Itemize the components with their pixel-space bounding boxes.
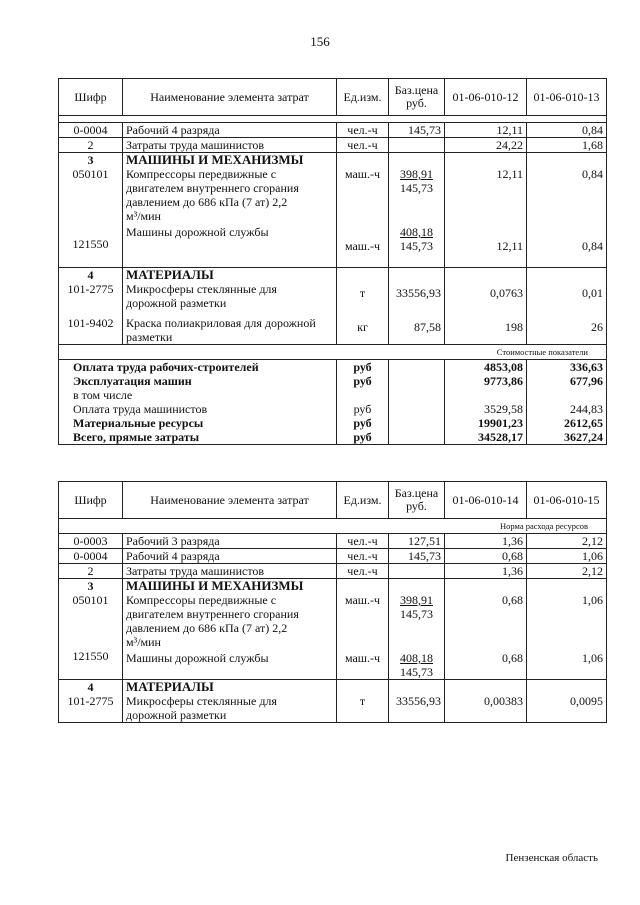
row-unit: маш.-ч: [344, 167, 381, 181]
section-prices: [389, 268, 445, 345]
total-unit: руб: [353, 360, 372, 374]
total-label: Оплата труда рабочих-строителей: [73, 360, 259, 374]
row-code: 121550: [72, 649, 109, 663]
total-value-b: 336,63: [570, 360, 603, 374]
row-value-b: 0,01: [582, 286, 603, 300]
row-unit: чел.-ч: [337, 123, 389, 138]
row-name: дорожной разметки: [126, 296, 227, 310]
row-value-b: 1,06: [582, 651, 603, 665]
section-codes: [59, 153, 123, 268]
header-col-b: 01-06-010-15: [527, 482, 607, 519]
header-col-b: 01-06-010-13: [527, 79, 607, 116]
row-name: Рабочий 3 разряда: [123, 534, 337, 549]
row-value-b: 0,84: [527, 123, 607, 138]
section-title: МАШИНЫ И МЕХАНИЗМЫ: [126, 152, 304, 167]
row-value-a: 1,36: [445, 534, 527, 549]
section-block: [59, 579, 607, 680]
row-price: 87,58: [414, 320, 441, 334]
row-price: 145,73: [400, 181, 433, 195]
row-value-b: 0,0095: [570, 694, 603, 708]
total-value-a: 3529,58: [484, 402, 523, 416]
section-values-b: [527, 680, 607, 723]
total-label: в том числе: [73, 388, 133, 402]
total-value-b: 244,83: [570, 402, 603, 416]
row-price: 33556,93: [396, 286, 441, 300]
row-value-a: 198: [505, 320, 523, 334]
totals-price-empty: [389, 360, 445, 445]
section-values-a: [445, 680, 527, 723]
row-code: 0-0004: [59, 549, 123, 564]
table-row: [59, 123, 607, 138]
row-price: 145,73: [400, 665, 433, 679]
total-value-a: 19901,23: [478, 416, 523, 430]
total-unit: руб: [353, 374, 372, 388]
header-price: Баз.цена руб.: [389, 482, 445, 519]
totals-block: [59, 360, 607, 445]
row-value-a: 12,11: [496, 167, 523, 181]
row-value-b: 2,12: [527, 564, 607, 579]
row-price: 145,73: [389, 123, 445, 138]
table-header-row: [59, 79, 607, 116]
section-number: 4: [87, 680, 94, 694]
section-codes: [59, 579, 123, 680]
row-value-a: 24,22: [445, 138, 527, 153]
row-value-a: 0,68: [502, 651, 523, 665]
row-value-b: 1,06: [527, 549, 607, 564]
row-unit: чел.-ч: [337, 549, 389, 564]
totals-units: [337, 360, 389, 445]
row-unit: кг: [357, 320, 368, 334]
table-row: [59, 564, 607, 579]
row-name: двигателем внутреннего сгорания: [126, 181, 299, 195]
section-number: 4: [87, 268, 94, 282]
totals-labels: [59, 360, 337, 445]
row-price: 398,91: [400, 593, 433, 607]
section-title: МАТЕРИАЛЫ: [126, 267, 214, 282]
row-value-a: 0,68: [445, 549, 527, 564]
section-block: [59, 680, 607, 723]
row-unit: чел.-ч: [337, 534, 389, 549]
row-name: Компрессоры передвижные с: [126, 167, 277, 181]
row-code: 050101: [72, 167, 109, 181]
row-value-a: 0,0763: [490, 286, 523, 300]
row-name: Краска полиакриловая для дорожной: [126, 316, 316, 330]
section-block: [59, 153, 607, 268]
section-title: МАШИНЫ И МЕХАНИЗМЫ: [126, 578, 304, 593]
row-name: давлением до 686 кПа (7 ат) 2,2: [126, 621, 288, 635]
section-prices: [389, 153, 445, 268]
resource-table-2: [58, 481, 607, 723]
section-prices: [389, 680, 445, 723]
section-names: [123, 579, 337, 680]
row-unit: маш.-ч: [344, 239, 381, 253]
row-price: 127,51: [389, 534, 445, 549]
row-code: 101-2775: [67, 282, 114, 296]
section-values-a: [445, 153, 527, 268]
page-number: 156: [310, 34, 330, 49]
section-codes: [59, 268, 123, 345]
row-code: 101-2775: [67, 694, 114, 708]
row-price: 145,73: [400, 607, 433, 621]
row-value-b: 1,68: [527, 138, 607, 153]
total-value-a: 9773,86: [484, 374, 523, 388]
row-price: 145,73: [400, 239, 433, 253]
row-name: дорожной разметки: [126, 708, 227, 722]
section-values-a: [445, 579, 527, 680]
row-unit: маш.-ч: [344, 651, 381, 665]
row-name: Машины дорожной службы: [126, 651, 269, 665]
row-value-a: 12,11: [445, 123, 527, 138]
header-code: Шифр: [59, 482, 123, 519]
row-name: Компрессоры передвижные с: [126, 593, 277, 607]
row-name: Рабочий 4 разряда: [123, 549, 337, 564]
section-title: МАТЕРИАЛЫ: [126, 679, 214, 694]
section-values-a: [445, 268, 527, 345]
section-codes: [59, 680, 123, 723]
section-units: [337, 268, 389, 345]
row-code: 101-9402: [67, 316, 114, 330]
totals-values-a: [445, 360, 527, 445]
header-name: Наименование элемента затрат: [123, 482, 337, 519]
table-header-row: [59, 482, 607, 519]
row-code: 0-0004: [59, 123, 123, 138]
row-value-a: 12,11: [496, 239, 523, 253]
resource-table-1: [58, 78, 607, 445]
section-names: [123, 268, 337, 345]
row-value-a: 0,00383: [484, 694, 523, 708]
norm-caption: Норма расхода ресурсов: [445, 519, 607, 534]
total-unit: руб: [353, 416, 372, 430]
row-name: м³/мин: [126, 635, 161, 649]
row-value-b: 0,84: [582, 239, 603, 253]
row-unit: т: [359, 286, 366, 300]
section-prices: [389, 579, 445, 680]
row-name: Затраты труда машинистов: [123, 138, 337, 153]
section-names: [123, 680, 337, 723]
row-code: 050101: [72, 593, 109, 607]
norm-caption-row: [59, 519, 607, 534]
header-code: Шифр: [59, 79, 123, 116]
footer-region: Пензенская область: [505, 852, 598, 864]
section-names: [123, 153, 337, 268]
row-value-a: 0,68: [502, 593, 523, 607]
section-block: [59, 268, 607, 345]
row-unit: маш.-ч: [344, 593, 381, 607]
row-value-b: 1,06: [582, 593, 603, 607]
header-col-a: 01-06-010-12: [445, 79, 527, 116]
row-unit: т: [359, 694, 366, 708]
row-price: 145,73: [389, 549, 445, 564]
header-name: Наименование элемента затрат: [123, 79, 337, 116]
total-label: Оплата труда машинистов: [73, 402, 208, 416]
row-code: 2: [59, 138, 123, 153]
row-price: 408,18: [400, 651, 433, 665]
section-units: [337, 579, 389, 680]
row-name: Машины дорожной службы: [126, 225, 269, 239]
header-col-a: 01-06-010-14: [445, 482, 527, 519]
row-name: Микросферы стеклянные для: [126, 282, 277, 296]
row-name: двигателем внутреннего сгорания: [126, 607, 299, 621]
total-value-a: 34528,17: [478, 430, 523, 444]
section-values-b: [527, 268, 607, 345]
total-unit: руб: [353, 402, 372, 416]
row-code: 121550: [72, 237, 109, 251]
total-value-a: 4853,08: [484, 360, 523, 374]
section-values-b: [527, 153, 607, 268]
section-number: 3: [87, 153, 94, 167]
table-row: [59, 549, 607, 564]
cost-caption: Стоимостные показатели: [445, 345, 607, 360]
total-label: Всего, прямые затраты: [73, 430, 200, 444]
total-unit: руб: [353, 430, 372, 444]
total-value-b: 677,96: [570, 374, 603, 388]
total-label: Эксплуатация машин: [73, 374, 192, 388]
total-label: Материальные ресурсы: [73, 416, 204, 430]
row-name: м³/мин: [126, 209, 161, 223]
totals-values-b: [527, 360, 607, 445]
row-name: давлением до 686 кПа (7 ат) 2,2: [126, 195, 288, 209]
row-unit: чел.-ч: [337, 564, 389, 579]
section-values-b: [527, 579, 607, 680]
row-unit: чел.-ч: [337, 138, 389, 153]
row-value-b: 2,12: [527, 534, 607, 549]
row-code: 0-0003: [59, 534, 123, 549]
header-unit: Ед.изм.: [337, 79, 389, 116]
total-value-b: 3627,24: [564, 430, 603, 444]
row-name: Рабочий 4 разряда: [123, 123, 337, 138]
table-row: [59, 138, 607, 153]
table-row: [59, 534, 607, 549]
section-number: 3: [87, 579, 94, 593]
row-value-b: 26: [591, 320, 603, 334]
row-name: Микросферы стеклянные для: [126, 694, 277, 708]
row-price: [389, 138, 445, 153]
row-price: 33556,93: [396, 694, 441, 708]
row-price: 408,18: [400, 225, 433, 239]
header-unit: Ед.изм.: [337, 482, 389, 519]
cost-caption-row: [59, 345, 607, 360]
row-value-a: 1,36: [445, 564, 527, 579]
row-value-b: 0,84: [582, 167, 603, 181]
total-value-b: 2612,65: [564, 416, 603, 430]
row-code: 2: [59, 564, 123, 579]
section-units: [337, 153, 389, 268]
row-price: [389, 564, 445, 579]
row-price: 398,91: [400, 167, 433, 181]
section-units: [337, 680, 389, 723]
row-name: Затраты труда машинистов: [123, 564, 337, 579]
header-price: Баз.цена руб.: [389, 79, 445, 116]
row-name: разметки: [126, 330, 173, 344]
header-spacer-row: [59, 116, 607, 123]
